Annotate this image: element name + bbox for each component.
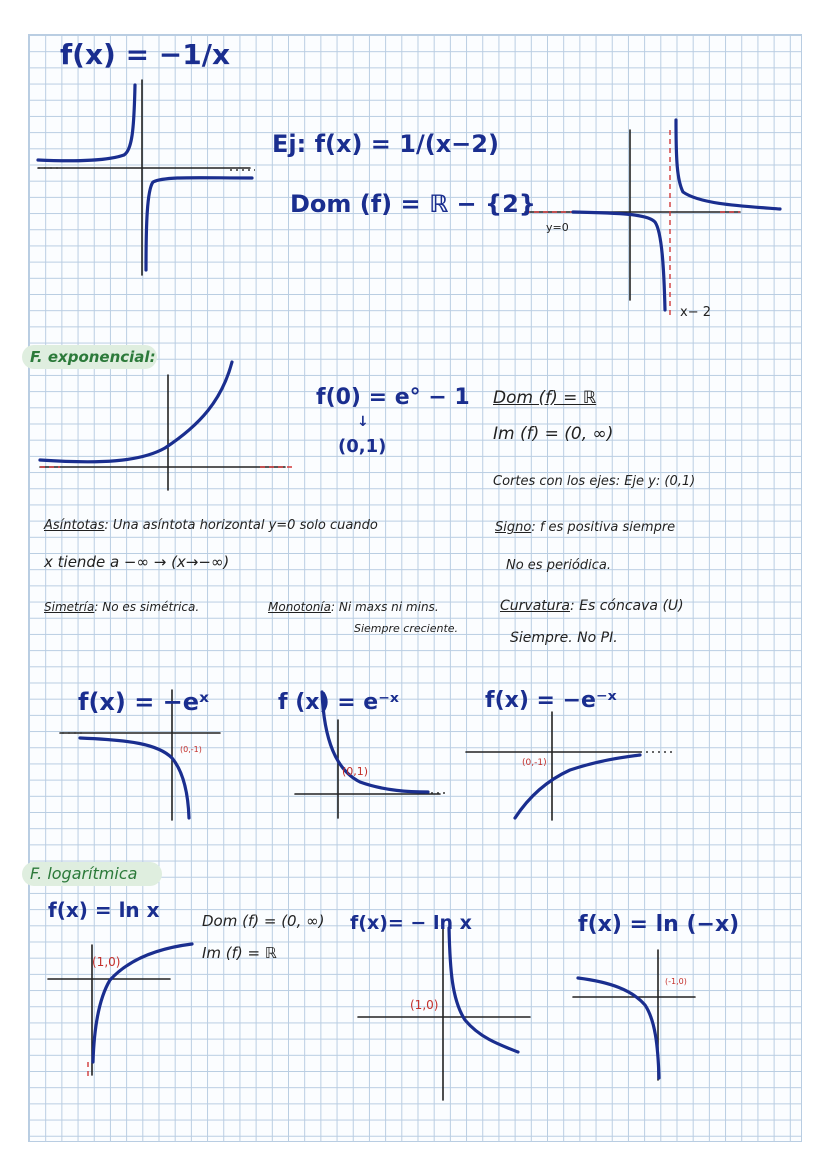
graph-neg-reciprocal — [38, 80, 255, 275]
formula-neg-exp-neg: f(x) = −e⁻ˣ — [485, 688, 617, 713]
formula-neg-ln: f(x)= − ln x — [350, 912, 472, 934]
graph-neg-ln — [358, 925, 530, 1100]
point-0-1: (0,1) — [338, 436, 387, 457]
formula-example: Ej: f(x) = 1/(x−2) — [272, 130, 499, 158]
formula-ln-neg: f(x) = ln (−x) — [578, 912, 740, 937]
simetria-line: Simetría: No es simétrica. — [44, 600, 200, 614]
graph-reciprocal-shift — [525, 120, 780, 315]
point-neg-exp: (0,-1) — [180, 745, 202, 754]
im-ln: Im (f) = ℝ — [202, 944, 277, 962]
section-title-exponential: F. exponencial: — [30, 348, 156, 366]
formula-neg-exp: f(x) = −eˣ — [78, 688, 209, 716]
asintotas-line1: Asíntotas: Una asíntota horizontal y=0 solo cuando — [44, 518, 378, 533]
curvatura-line: Curvatura: Es cóncava (U) — [500, 598, 684, 614]
dom-exponential: Dom (f) = ℝ — [493, 388, 597, 408]
formula-neg-reciprocal: f(x) = −1/x — [60, 38, 231, 71]
asintotas-line2: x tiende a −∞ → (x→−∞) — [44, 553, 230, 571]
point-exp-neg: (0,1) — [342, 765, 369, 778]
section-title-logarithmic: F. logarítmica — [30, 864, 138, 883]
cortes-exponential: Cortes con los ejes: Eje y: (0,1) — [493, 474, 696, 489]
periodica-line: No es periódica. — [506, 558, 611, 573]
signo-line: Signo: f es positiva siempre — [495, 520, 676, 535]
formula-f0: f(0) = e° − 1 — [316, 385, 470, 410]
dom-ln: Dom (f) = (0, ∞) — [202, 912, 325, 930]
point-neg-ln: (1,0) — [410, 998, 439, 1012]
graph-exponential — [40, 362, 292, 490]
label-asymptote-x2: x− 2 — [680, 305, 711, 320]
point-ln-neg: (-1,0) — [665, 977, 687, 986]
formula-domain: Dom (f) = ℝ − {2} — [290, 190, 536, 218]
point-neg-exp-neg: (0,-1) — [522, 758, 547, 768]
point-ln: (1,0) — [92, 955, 121, 969]
graph-ln-neg — [573, 950, 695, 1080]
monotonia-line: Monotonía: Ni maxs ni mins. — [268, 600, 439, 614]
label-asymptote-y0: y=0 — [546, 221, 569, 234]
formula-exp-neg: f (x) = e⁻ˣ — [278, 690, 399, 715]
monotonia-line2: Siempre creciente. — [354, 622, 459, 635]
graph-neg-exp-neg — [466, 712, 672, 820]
curvatura-line2: Siempre. No PI. — [510, 630, 618, 646]
im-exponential: Im (f) = (0, ∞) — [493, 424, 614, 444]
arrow-down: ↓ — [357, 414, 369, 430]
formula-ln: f(x) = ln x — [48, 898, 160, 922]
